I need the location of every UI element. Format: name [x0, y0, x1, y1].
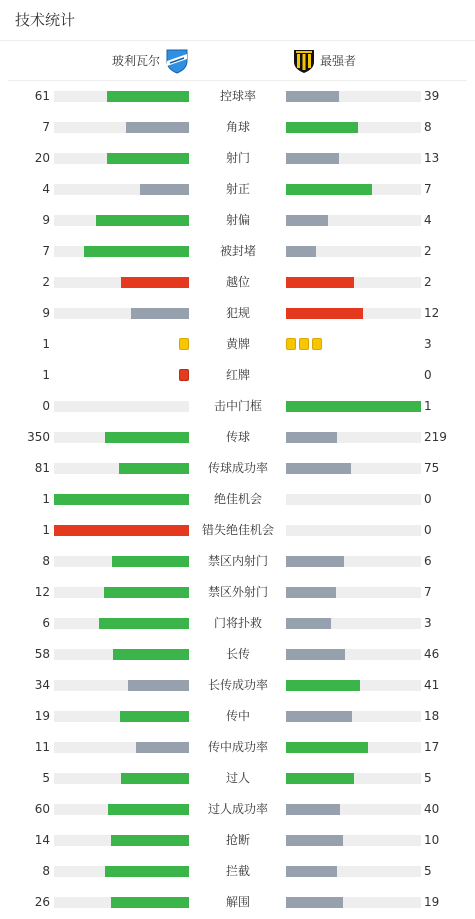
home-team-crest-icon: [165, 48, 189, 74]
home-bar-fill: [54, 494, 189, 505]
away-bar-track: [286, 618, 421, 629]
stat-label: 过人: [225, 771, 250, 785]
home-bar-fill: [111, 835, 189, 846]
away-value: 4: [424, 213, 432, 227]
away-value: 6: [424, 554, 432, 568]
stat-label: 射门: [225, 151, 250, 165]
away-team-crest-icon: [292, 48, 316, 74]
away-value: 46: [424, 647, 440, 661]
home-bar-track: [54, 742, 189, 753]
home-value: 9: [42, 213, 50, 227]
home-value: 60: [34, 802, 50, 816]
stat-label: 传球成功率: [207, 461, 268, 475]
away-value: 8: [424, 120, 432, 134]
stat-label: 红牌: [225, 368, 250, 382]
home-bar-track: [54, 153, 189, 164]
away-cards: [286, 338, 322, 351]
stat-label: 错失绝佳机会: [201, 523, 274, 537]
away-bar-track: [286, 246, 421, 257]
away-bar-track: [286, 91, 421, 102]
yellow-card-icon: [312, 338, 322, 350]
home-bar-fill: [84, 246, 189, 257]
home-value: 1: [42, 368, 50, 382]
away-bar-track: [286, 556, 421, 567]
home-bar-track: [54, 680, 189, 691]
home-value: 26: [34, 895, 50, 909]
stat-row: [0, 81, 475, 112]
home-value: 5: [42, 771, 50, 785]
stat-row: [0, 143, 475, 174]
home-bar-fill: [120, 711, 189, 722]
home-bar-track: [54, 835, 189, 846]
home-bar-track: [54, 618, 189, 629]
stat-row: [0, 236, 475, 267]
home-bar-track: [54, 91, 189, 102]
stat-label: 禁区外射门: [207, 585, 268, 599]
away-value: 10: [424, 833, 440, 847]
away-bar-fill: [286, 680, 360, 691]
away-bar-fill: [286, 804, 340, 815]
away-bar-fill: [286, 711, 352, 722]
home-bar-track: [54, 246, 189, 257]
stat-row: [0, 484, 475, 515]
away-value: 7: [424, 585, 432, 599]
home-value: 0: [42, 399, 50, 413]
away-bar-track: [286, 494, 421, 505]
home-value: 12: [34, 585, 50, 599]
red-card-icon: [179, 369, 189, 381]
away-bar-fill: [286, 649, 345, 660]
away-value: 0: [424, 523, 432, 537]
stat-label: 解围: [225, 895, 250, 909]
home-bar-track: [54, 556, 189, 567]
away-value: 2: [424, 275, 432, 289]
stat-label: 长传成功率: [207, 678, 268, 692]
away-value: 75: [424, 461, 440, 475]
home-bar-fill: [121, 773, 189, 784]
stat-label: 传球: [225, 430, 250, 444]
home-bar-track: [54, 308, 189, 319]
home-value: 19: [34, 709, 50, 723]
away-value: 17: [424, 740, 440, 754]
home-bar-fill: [96, 215, 189, 226]
home-bar-fill: [112, 556, 189, 567]
home-bar-fill: [104, 587, 189, 598]
stat-row: [0, 391, 475, 422]
away-value: 5: [424, 771, 432, 785]
stat-row: [0, 701, 475, 732]
away-bar-track: [286, 587, 421, 598]
stat-row: [0, 298, 475, 329]
home-value: 1: [42, 492, 50, 506]
home-value: 1: [42, 337, 50, 351]
stat-label: 过人成功率: [207, 802, 268, 816]
stat-label: 犯规: [225, 306, 250, 320]
home-value: 14: [34, 833, 50, 847]
away-bar-track: [286, 649, 421, 660]
home-value: 2: [42, 275, 50, 289]
home-bar-track: [54, 122, 189, 133]
stat-label: 抢断: [225, 833, 250, 847]
home-bar-track: [54, 866, 189, 877]
away-bar-track: [286, 773, 421, 784]
away-bar-track: [286, 897, 421, 908]
stat-row: [0, 856, 475, 887]
home-value: 350: [27, 430, 50, 444]
home-bar-track: [54, 711, 189, 722]
away-bar-track: [286, 153, 421, 164]
away-bar-fill: [286, 773, 354, 784]
away-bar-fill: [286, 184, 372, 195]
away-bar-fill: [286, 432, 337, 443]
away-value: 7: [424, 182, 432, 196]
stat-row: [0, 422, 475, 453]
away-bar-track: [286, 122, 421, 133]
stat-row: [0, 763, 475, 794]
home-value: 58: [34, 647, 50, 661]
stat-label: 被封堵: [219, 244, 256, 258]
stat-label: 越位: [225, 275, 250, 289]
away-value: 219: [424, 430, 447, 444]
away-value: 3: [424, 616, 432, 630]
away-value: 3: [424, 337, 432, 351]
stat-row: [0, 267, 475, 298]
stat-label: 击中门框: [213, 399, 262, 413]
away-value: 1: [424, 399, 432, 413]
away-bar-track: [286, 680, 421, 691]
home-bar-fill: [113, 649, 189, 660]
stat-label: 传中成功率: [207, 740, 268, 754]
home-bar-fill: [105, 432, 189, 443]
away-bar-track: [286, 277, 421, 288]
home-bar-fill: [99, 618, 189, 629]
home-value: 9: [42, 306, 50, 320]
home-bar-fill: [136, 742, 189, 753]
home-bar-fill: [126, 122, 189, 133]
away-value: 2: [424, 244, 432, 258]
away-bar-fill: [286, 401, 421, 412]
away-bar-track: [286, 835, 421, 846]
away-bar-track: [286, 804, 421, 815]
page-title: 技术统计: [15, 11, 76, 29]
away-bar-track: [286, 463, 421, 474]
home-value: 61: [34, 89, 50, 103]
home-bar-track: [54, 649, 189, 660]
stat-row: [0, 670, 475, 701]
away-bar-fill: [286, 122, 358, 133]
stat-label: 门将扑救: [213, 616, 262, 630]
stat-row: [0, 329, 475, 360]
away-bar-track: [286, 866, 421, 877]
away-bar-track: [286, 711, 421, 722]
stat-row: [0, 608, 475, 639]
stat-label: 角球: [225, 120, 250, 134]
away-value: 18: [424, 709, 440, 723]
away-bar-fill: [286, 308, 363, 319]
away-bar-track: [286, 742, 421, 753]
stat-row: [0, 205, 475, 236]
home-bar-track: [54, 463, 189, 474]
home-bar-track: [54, 494, 189, 505]
stat-row: [0, 577, 475, 608]
away-bar-fill: [286, 835, 343, 846]
stat-label: 射正: [225, 182, 250, 196]
home-team[interactable]: [112, 48, 189, 74]
home-bar-track: [54, 587, 189, 598]
header-divider: [0, 40, 475, 41]
yellow-card-icon: [286, 338, 296, 350]
home-bar-track: [54, 773, 189, 784]
yellow-card-icon: [179, 338, 189, 350]
stat-label: 传中: [225, 709, 250, 723]
home-bar-track: [54, 401, 189, 412]
home-value: 1: [42, 523, 50, 537]
away-bar-fill: [286, 277, 354, 288]
home-value: 4: [42, 182, 50, 196]
home-value: 11: [34, 740, 50, 754]
stat-row: [0, 794, 475, 825]
home-cards: [179, 338, 189, 351]
home-bar-track: [54, 897, 189, 908]
home-bar-track: [54, 184, 189, 195]
home-bar-track: [54, 525, 189, 536]
home-value: 20: [34, 151, 50, 165]
away-value: 12: [424, 306, 440, 320]
home-cards: [179, 369, 189, 382]
home-value: 6: [42, 616, 50, 630]
home-bar-fill: [119, 463, 189, 474]
home-bar-fill: [107, 153, 189, 164]
away-value: 40: [424, 802, 440, 816]
home-value: 7: [42, 244, 50, 258]
stat-row: [0, 112, 475, 143]
away-team-name: 最强者: [320, 54, 357, 68]
stat-label: 拦截: [225, 864, 250, 878]
away-bar-fill: [286, 91, 339, 102]
away-bar-fill: [286, 866, 337, 877]
stat-row: [0, 639, 475, 670]
away-value: 0: [424, 492, 432, 506]
stat-row: [0, 360, 475, 391]
away-bar-fill: [286, 897, 343, 908]
away-bar-fill: [286, 556, 344, 567]
away-bar-track: [286, 401, 421, 412]
home-bar-fill: [105, 866, 189, 877]
home-team-name: 玻利瓦尔: [112, 54, 161, 68]
yellow-card-icon: [299, 338, 309, 350]
away-bar-fill: [286, 618, 331, 629]
home-bar-fill: [140, 184, 189, 195]
stat-label: 射偏: [225, 213, 250, 227]
stat-row: [0, 453, 475, 484]
stat-label: 禁区内射门: [207, 554, 268, 568]
away-value: 13: [424, 151, 440, 165]
away-bar-track: [286, 432, 421, 443]
stat-label: 黄牌: [225, 337, 250, 351]
away-team[interactable]: [292, 48, 356, 74]
home-bar-track: [54, 432, 189, 443]
away-bar-fill: [286, 742, 368, 753]
home-value: 7: [42, 120, 50, 134]
stat-row: [0, 825, 475, 856]
away-value: 0: [424, 368, 432, 382]
away-value: 39: [424, 89, 440, 103]
home-bar-fill: [54, 525, 189, 536]
home-bar-fill: [107, 91, 189, 102]
home-bar-track: [54, 215, 189, 226]
home-value: 8: [42, 554, 50, 568]
away-value: 5: [424, 864, 432, 878]
away-bar-track: [286, 184, 421, 195]
home-bar-fill: [131, 308, 189, 319]
stat-row: [0, 546, 475, 577]
stat-label: 长传: [225, 647, 250, 661]
away-bar-fill: [286, 215, 328, 226]
away-bar-fill: [286, 463, 351, 474]
stat-row: [0, 887, 475, 918]
home-bar-track: [54, 804, 189, 815]
away-bar-track: [286, 525, 421, 536]
home-value: 81: [34, 461, 50, 475]
away-bar-track: [286, 308, 421, 319]
stat-row: [0, 515, 475, 546]
home-bar-track: [54, 277, 189, 288]
home-bar-fill: [111, 897, 189, 908]
away-value: 41: [424, 678, 440, 692]
home-value: 34: [34, 678, 50, 692]
home-bar-fill: [108, 804, 189, 815]
stat-label: 控球率: [219, 89, 256, 103]
stat-row: [0, 174, 475, 205]
home-bar-fill: [121, 277, 189, 288]
away-bar-fill: [286, 246, 316, 257]
home-value: 8: [42, 864, 50, 878]
stat-label: 绝佳机会: [213, 492, 262, 506]
stat-row: [0, 732, 475, 763]
away-bar-fill: [286, 153, 339, 164]
away-bar-fill: [286, 587, 336, 598]
home-bar-fill: [128, 680, 189, 691]
away-bar-track: [286, 215, 421, 226]
away-value: 19: [424, 895, 440, 909]
